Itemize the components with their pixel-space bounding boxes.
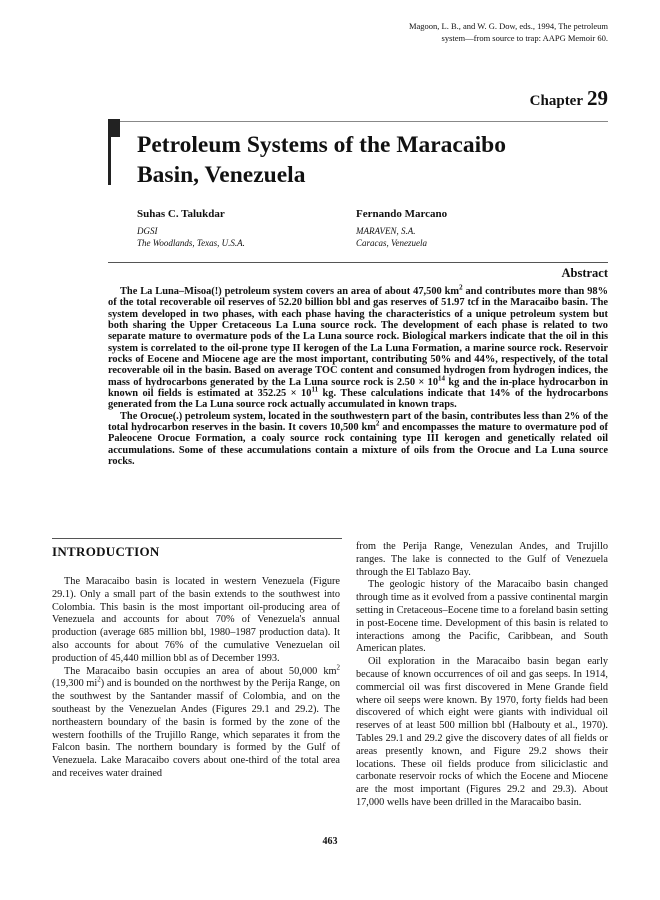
author-organization: DGSI [137,226,158,236]
paragraph: The Maracaibo basin occupies an area of about 50,000 $km^2$ (19,300 $mi^2$) and is bounded on the northwest by the Perija Range, on the southwest by the Santander massif of Colombia, and on the southeast by the Venezuelan Andes (Figures 29.1 and 29.2). The northeastern boundary of the basin is formed by the zone of the western foothills of the Trujillo Range, which separates it from the Falcon basin. The northern boundary is formed by the Gulf of Venezuela. Lake Maracaibo covers about one-third of the total area and receives water drained [52,663,340,779]
paragraph: from the Perija Range, Venezulan Andes, and Trujillo ranges. The lake is connected to the Gulf of Venezuela through the El Tablazo Bay. [356,541,608,578]
paper-title [137,130,506,190]
right-column [356,541,608,810]
abstract-rule [108,262,608,263]
introduction-rule [52,538,342,539]
author-name: Suhas C. Talukdar [137,208,225,220]
author-name: Fernando Marcano [356,208,448,220]
paragraph: The geologic history of the Maracaibo basin changed through time as it evolved from a passive continental margin setting in Cretaceous–Eocene time to a foreland basin setting in post-Eocene time. Development of this basin is related to interactions among the Pacific, Caribbean, and South American plates. [356,579,608,655]
author-block-1 [137,208,245,249]
citation-line-1: Magoon, L. B., and W. G. Dow, eds., 1994, The petroleum [408,21,608,31]
chapter-label [530,86,608,111]
page-number: 463 [322,836,338,847]
author-location: Caracas, Venezuela [356,238,427,248]
paragraph: Oil exploration in the Maracaibo basin began early because of known occurrences of oil and gas seeps. In 1914, commercial oil was first discovered in Mene Grande field where oil seeps were known. By 1970, forty fields had been discovered of which eight were giants with individual oil reserves of at least 500 million bbl (Halbouty et al., 1970). Tables 29.1 and 29.2 give the discovery dates of all fields or areas presently known, and Figure 29.2 shows their locations. These oil fields produce from siliciclastic and carbonate reservoir rocks of which the Eocene and Miocene are the most important (Figures 29.2 and 29.3). About 17,000 wells have been drilled in the Maracaibo basin. [356,656,608,808]
title-bar-thin [108,137,111,185]
author-block-2 [356,208,447,249]
title-line-2: Basin, Venezuela [137,162,306,188]
abstract-body [108,283,608,468]
chapter-number: 29 [587,86,608,110]
abstract-paragraph-2: The Orocue(.) petroleum system, located in the southwestern part of the basin, contributes less than 2% of the total hydrocarbon reserves in the basin. It covers 10,500 $km^2$ and encompasses the mature to overmature pod of Paleocene Orocue Formation, a coaly source rock containing type III kerogen and genetically related oil accumulations. Some of these accumulations contain a mixture of oils from the Orocue and La Luna source rocks. [108,410,608,468]
introduction-heading: INTRODUCTION [52,544,160,559]
abstract-paragraph-1: The La Luna–Misoa(!) petroleum system covers an area of about 47,500 $km^2$ and contributes more than 98% of the total recoverable oil reserves of 52.20 billion bbl and gas reserves of 51.97 tcf in the Maracaibo basin. The system developed in two phases, with each phase having the characteristics of a unique petroleum system but both sharing the Upper Cretaceous La Luna source rock. The development of each phase is related to two separate mature to overmature pods of the La Luna source rock. Biological markers indicate that the oil in this system is correlated to the oil-prone type II kerogen of the La Luna Formation, a marine source rock. Reservoir rocks of Eocene and Miocene age are the most important, contributing 50% and 44%, respectively, of the total recoverable oil in the basin. Based on average TOC content and consumed hydrogen from hydrogen indices, the mass of hydrocarbons generated by the La Luna source rock is $2.50 \times 10^{14}$ kg and the in-place hydrocarbon in known oil fields is estimated at $352.25 \times 10^{11}$ kg. These calculations indicate that 14% of the hydrocarbons generated from the La Luna source rock actually accumulated in known traps. [108,283,608,411]
chapter-word: Chapter [529,93,583,109]
title-line-1: Petroleum Systems of the Maracaibo [137,132,506,158]
paragraph: The Maracaibo basin is located in western Venezuela (Figure 29.1). Only a small part of the basin extends to the southwest into Colombia. This basin is the most important oil-producing area of Venezuela and accounts for about 70% of Venezuela's annual production (average 685 million bbl, 1980–1987 production data). It also accounts for about 76% of the cumulative Venezuelan oil production of 45,440 million bbl as of December 1993. [52,576,340,664]
author-location: The Woodlands, Texas, U.S.A. [137,238,245,248]
author-organization: MARAVEN, S.A. [356,226,416,236]
title-bar-thick [108,119,120,137]
left-column [52,576,340,781]
title-rule [109,121,608,122]
citation-line-2: system—from source to trap: AAPG Memoir 60. [441,33,608,43]
abstract-heading: Abstract [561,266,608,280]
citation [409,20,608,44]
